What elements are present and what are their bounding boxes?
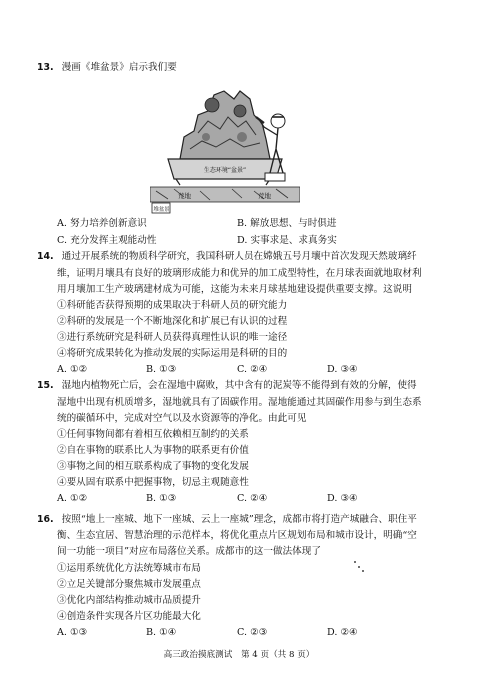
q14-option-c: C. ②④ [237, 364, 268, 375]
scan-speck [362, 570, 364, 572]
q13-option-c: C. 充分发挥主观能动性 [57, 235, 157, 246]
scan-speck [354, 561, 356, 563]
q16-stem-line-1 [37, 514, 417, 526]
q16-item-2: ②立足关键部分聚焦城市发展重点 [57, 579, 201, 590]
q15-option-b: B. ①③ [146, 493, 177, 504]
q15-item-1: ①任何事物间都有着相互依赖相互制约的关系 [57, 429, 249, 440]
q16-stem-text-1: 按照“地上一座城、地下一座城、云上一座城”理念，成都市将打造产城融合、职住平 [61, 514, 417, 525]
q15-option-c: C. ②④ [237, 493, 268, 504]
q16-option-b: B. ①④ [146, 627, 177, 638]
cartoon-banner: 生态环境“盆景” [203, 167, 247, 174]
q14-option-b: B. ①③ [146, 364, 177, 375]
q15-item-4: ④要从固有联系中把握事物，切忌主观随意性 [57, 477, 249, 488]
q16-number: 16. [37, 514, 54, 525]
q16-stem-line-3: 间一功能一项目”对应布局落位关系。成都市的这一做法体现了 [57, 546, 321, 557]
q16-option-c: C. ②③ [237, 627, 268, 638]
q13-number: 13. [37, 62, 54, 73]
q14-stem-line-1 [37, 251, 417, 263]
cartoon-image [150, 77, 300, 215]
q14-item-2: ②科研的发展是一个不断地深化和扩展已有认识的过程 [57, 316, 288, 327]
q15-number: 15. [37, 380, 54, 391]
q15-item-3: ③事物之间的相互联系构成了事物的变化发展 [57, 461, 249, 472]
man-figure-icon [271, 114, 285, 128]
q15-stem-text-1: 湿地内植物死亡后，会在湿地中腐败，其中含有的泥炭等不能得到有效的分解，使得 [61, 380, 417, 391]
q14-item-1: ①科研能否获得预期的成果取决于科研人员的研究能力 [57, 300, 288, 311]
q14-stem-text-1: 通过开展系统的物质科学研究，我国科研人员在嫦娥五号月壤中首次发现天然玻璃纤 [61, 251, 417, 262]
q15-stem-line-3: 统的碳循环中，完成对空气以及水资源等的净化。由此可见 [57, 413, 307, 424]
cartoon-label-right: 荒地 [258, 192, 271, 200]
q16-option-a: A. ①③ [57, 627, 88, 638]
q15-stem-line-2: 湿地中出现有机质增多，湿地就具有了固碳作用。湿地能通过其固碳作用参与到生态系 [57, 397, 422, 408]
q14-stem-line-3: 用月壤加工生产玻璃建材成为可能，这能为未来月球基地建设提供重要支撑。这说明 [57, 284, 412, 295]
q15-option-d: D. ③④ [327, 493, 358, 504]
q15-item-2: ②自在事物的联系比人为事物的联系更有价值 [57, 445, 249, 456]
q16-stem-line-2: 衡、生态宜居、智慧治理的示范样本，将优化重点片区规划布局和城市设计，明确“空 [57, 530, 417, 541]
q13-option-a: A. 努力培养创新意识 [57, 218, 147, 229]
q16-option-d: D. ②④ [327, 627, 358, 638]
q14-number: 14. [37, 251, 54, 262]
scan-speck [358, 566, 360, 568]
q14-option-a: A. ①② [57, 364, 88, 375]
q15-stem-line-1 [37, 380, 417, 392]
q15-option-a: A. ①② [57, 493, 88, 504]
q13-stem: 漫画《堆盆景》启示我们要 [61, 62, 177, 73]
cartoon-caption: 堆盆景 [153, 207, 170, 213]
q16-item-3: ③优化内部结构推动城市品质提升 [57, 595, 201, 606]
q14-item-4: ④将研究成果转化为推动发展的实际运用是科研的目的 [57, 348, 288, 359]
page-footer: 高三政治摸底测试 第 4 页（共 8 页） [163, 650, 315, 660]
q16-item-4: ④创造条件实现各片区功能最大化 [57, 611, 201, 622]
q14-stem-line-2: 维，证明月壤具有良好的玻璃形成能力和优异的加工成型特性，在月球表面就地取材利 [57, 268, 422, 279]
q14-option-d: D. ③④ [327, 364, 358, 375]
cartoon-label-left: 荒地 [178, 192, 191, 200]
q13-option-d: D. 实事求是、求真务实 [237, 235, 337, 246]
q16-item-1: ①运用系统优化方法统筹城市布局 [57, 563, 201, 574]
q13-option-b: B. 解放思想、与时俱进 [237, 218, 337, 229]
q13-stem-line [37, 62, 177, 74]
q14-item-3: ③进行系统研究是科研人员获得真理性认识的唯一途径 [57, 332, 288, 343]
